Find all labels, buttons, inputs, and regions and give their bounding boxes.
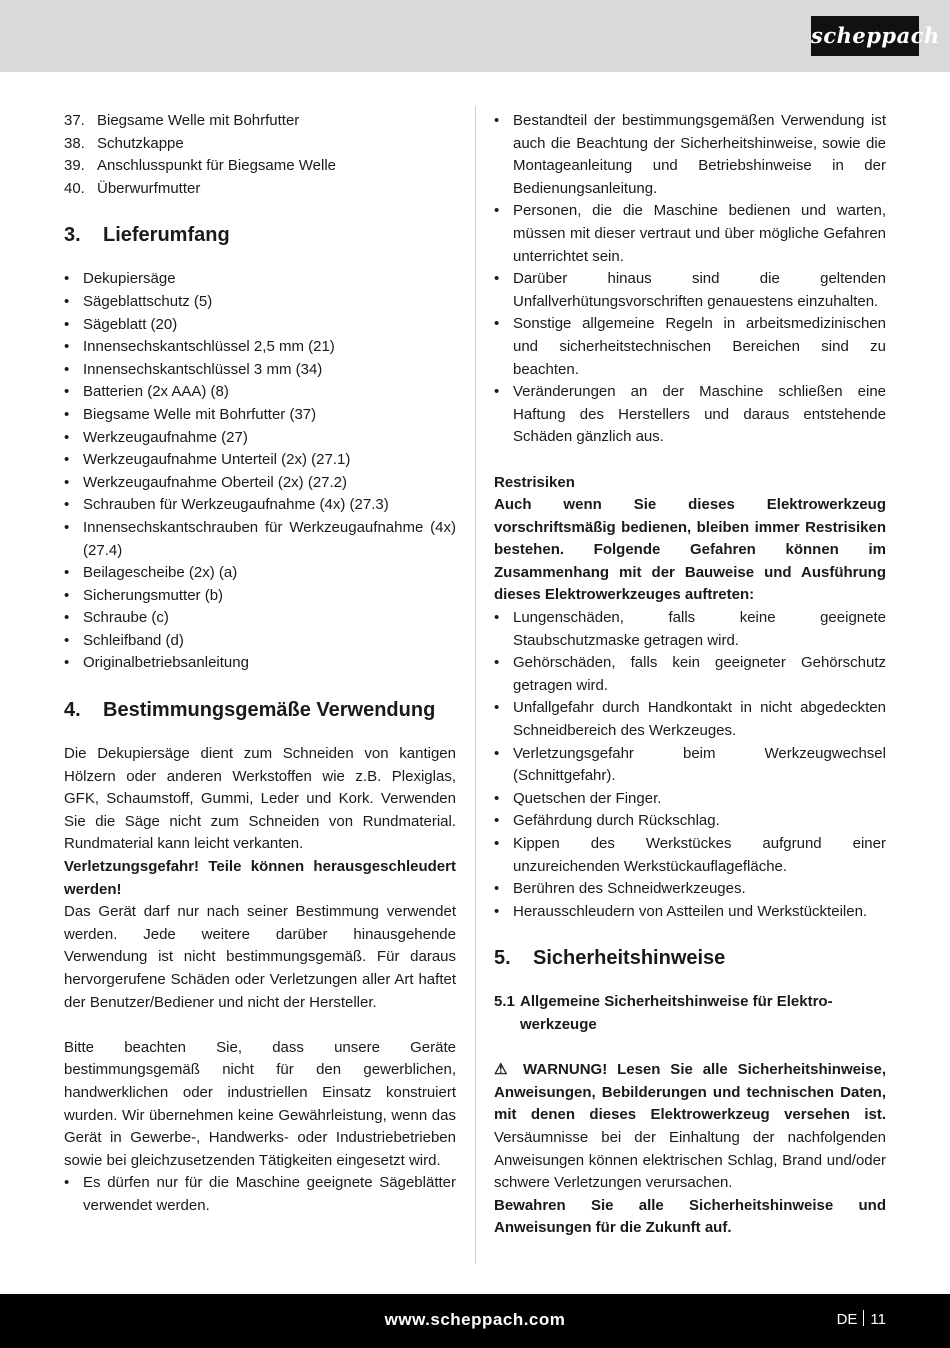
brand-logo: scheppach [811, 16, 919, 56]
column-divider [475, 106, 476, 1264]
list-item: 40. Überwurfmutter [64, 179, 201, 197]
list-item: • Veränderungen an der Maschine schließen eine Haftung des Herstellers und daraus entstehende Schäden gänzlich aus. [494, 383, 886, 446]
list-item: • Innensechskantschlüssel 3 mm (34) [64, 360, 323, 378]
parts-list-continued [64, 110, 456, 200]
section-heading-3: 3. Lieferumfang [64, 224, 230, 247]
list-item: • Originalbetriebsanleitung [64, 654, 249, 672]
list-item: • Werkzeugaufnahme Oberteil (2x) (27.2) [64, 473, 348, 491]
list-item: • Quetschen der Finger. [494, 789, 662, 807]
list-item: • Biegsame Welle mit Bohrfutter (37) [64, 405, 317, 423]
list-item: • Schleifband (d) [64, 631, 184, 649]
list-item: • Sonstige allgemeine Regeln in arbeitsmedizinischen und sicherheitstechnischen Bereichen sind zu beachten. [494, 315, 886, 378]
list-item: • Gehörschäden, falls kein geeigneter Gehörschutz getragen wird. [494, 654, 886, 694]
list-item: • Schrauben für Werkzeugaufnahme (4x) (27.3) [64, 496, 389, 514]
list-item: • Unfallgefahr durch Handkontakt in nicht abgedeckten Schneidbereich des Werkzeuges. [494, 699, 886, 740]
list-item: • Bestandteil der bestimmungsgemäßen Verwendung ist auch die Beachtung der Sicherheitshinweise, sowie die Montageanleitung und Betriebshinweise in der Bedienungsanleitung. [494, 112, 886, 197]
general-warning-paragraph: ⚠ WARNUNG! Lesen Sie alle Sicherheitshinweise, Anweisungen, Bebilderungen und technischen Daten, mit denen dieses Elektrowerkzeug versehen ist. Versäumnisse bei der Einhaltung der nachfolgenden Anweisungen können elektrischen Schlag, Brand und/oder schwere Verletzungen verursachen. Bewahren Sie alle Sicherheitshinweise und Anweisungen für die Zukunft auf. [494, 1061, 886, 1237]
list-item: • Werkzeugaufnahme (27) [64, 428, 248, 446]
residual-risks-intro: Auch wenn Sie dieses Elektrowerkzeug vorschriftsmäßig bedienen, bleiben immer Restrisiken bestehen. Folgende Gefahren können im Zusammenhang mit der Bauweise und Ausführung dieses Elektrowerkzeuges auftreten: [494, 496, 886, 604]
list-item: • Es dürfen nur für die Maschine geeignete Sägeblätter verwendet werden. [64, 1174, 456, 1214]
header-bar [0, 0, 950, 72]
list-item: 39. Anschlusspunkt für Biegsame Welle [64, 157, 337, 175]
section-heading-5: 5. Sicherheitshinweise [494, 947, 726, 970]
list-item: • Innensechskantschrauben für Werkzeugaufnahme (4x) (27.4) [64, 518, 456, 559]
blade-note-list [64, 1172, 456, 1217]
residual-risks-list [494, 607, 886, 923]
residual-risks-title: Restrisiken [494, 473, 575, 491]
list-item: • Verletzungsgefahr beim Werkzeugwechsel (Schnittgefahr). [494, 744, 886, 785]
list-item: • Schraube (c) [64, 609, 169, 627]
warning-triangle-icon: ⚠ [494, 1061, 524, 1079]
subsection-heading-5-1: 5.1 Allgemeine Sicherheitshinweise für Elektro- werkzeuge [494, 993, 833, 1033]
list-item: • Beilagescheibe (2x) (a) [64, 564, 238, 582]
section-heading-4: 4. Bestimmungsgemäße Verwendung [64, 699, 436, 722]
list-item: • Sicherungsmutter (b) [64, 586, 224, 604]
commercial-use-paragraph: Bitte beachten Sie, dass unsere Geräte bestimmungsgemäß nicht für den gewerblichen, handwerklichen oder industriellen Einsatz konstruiert wurden. Wir übernehmen keine Gewährleistung, wenn das Gerät in Gewerbe-, Handwerks- oder Industriebetrieben sowie bei gleichzusetzenden Tätigkeiten eingesetzt wird. [64, 1038, 456, 1169]
list-item: 38. Schutzkappe [64, 134, 184, 152]
list-item: • Berühren des Schneidwerkzeuges. [494, 880, 746, 898]
list-item: • Sägeblatt (20) [64, 315, 178, 333]
list-item: 37. Biegsame Welle mit Bohrfutter [64, 112, 300, 129]
list-item: • Werkzeugaufnahme Unterteil (2x) (27.1) [64, 451, 351, 469]
list-item: • Herausschleudern von Astteilen und Werkstückteilen. [494, 902, 868, 920]
list-item: • Batterien (2x AAA) (8) [64, 383, 229, 401]
list-item: • Lungenschäden, falls keine geeignete Staubschutzmaske getragen wird. [494, 609, 886, 649]
keep-instructions-note: Bewahren Sie alle Sicherheitshinweise und Anweisungen für die Zukunft auf. [494, 1196, 886, 1237]
list-item: • Kippen des Werkstückes aufgrund einer unzureichenden Werkstückauflagefläche. [494, 835, 886, 875]
injury-warning: Verletzungsgefahr! Teile können herausgeschleudert werden! [64, 858, 456, 898]
list-item: • Dekupiersäge [64, 270, 176, 288]
intended-use-list [494, 110, 886, 449]
list-item: • Darüber hinaus sind die geltenden Unfallverhütungsvorschriften genauestens einzuhalten. [494, 270, 886, 310]
intended-use-paragraph: Die Dekupiersäge dient zum Schneiden von kantigen Hölzern oder anderen Werkstoffen wie z.B. Plexiglas, GFK, Schaumstoff, Gummi, Leder und Kork. Verwenden Sie die Säge nicht zum Schneiden von Rundmaterial. Rundmaterial kann leicht verkanten. Verletzungsgefahr! Teile können herausgeschleudert werden! Das Gerät darf nur nach seiner Bestimmung verwendet werden. Jede weitere darüber hinausgehende Verwendung ist nicht bestimmungsgemäß. Für daraus hervorgerufene Schäden oder Verletzungen aller Art haftet der Benutzer/Bediener und nicht der Hersteller. [64, 745, 456, 1011]
footer-bar [0, 1294, 950, 1348]
website-url[interactable]: www.scheppach.com [384, 1310, 566, 1329]
right-column [494, 110, 886, 1240]
list-item: • Innensechskantschlüssel 2,5 mm (21) [64, 338, 335, 356]
list-item: • Personen, die die Maschine bedienen und warten, müssen mit dieser vertraut und über mögliche Gefahren unterrichtet sein. [494, 202, 886, 265]
list-item: • Sägeblattschutz (5) [64, 292, 213, 310]
list-item: • Gefährdung durch Rückschlag. [494, 812, 720, 830]
page-number: DE 11 [836, 1311, 886, 1328]
scope-of-delivery-list [64, 268, 456, 675]
left-column [64, 110, 456, 1218]
